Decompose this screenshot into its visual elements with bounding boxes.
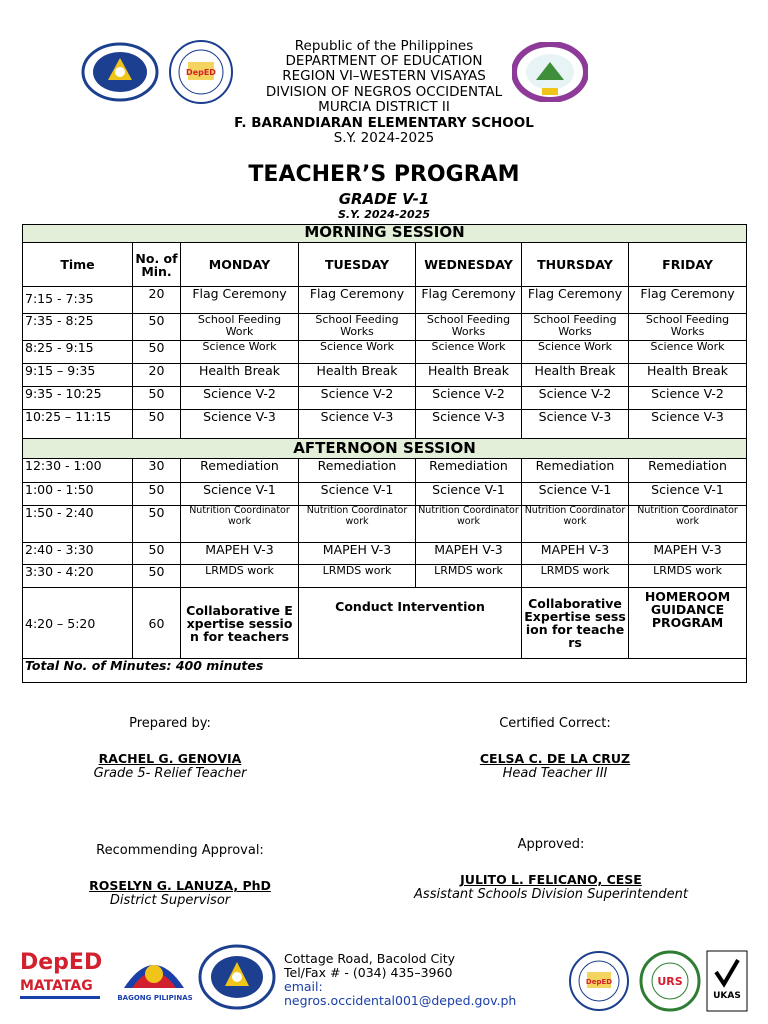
footer-email-label: email:: [284, 979, 323, 994]
activity-cell: Remediation: [522, 459, 629, 483]
activity-cell: Science V-3: [181, 410, 299, 439]
deped-matatag-logo: [20, 950, 102, 1008]
time-cell: 8:25 - 9:15: [23, 341, 133, 364]
activity-cell: LRMDS work: [522, 565, 629, 588]
certified-label: Certified Correct:: [499, 716, 611, 731]
table-row: [23, 588, 747, 659]
activity-cell: Science V-1: [416, 483, 522, 506]
activity-cell: School Feeding Works: [522, 314, 629, 341]
ukas-cert-icon: [706, 950, 748, 1012]
prepared-role: Grade 5- Relief Teacher: [93, 766, 247, 781]
table-row: [23, 459, 747, 483]
time-cell: 7:35 - 8:25: [23, 314, 133, 341]
header-thursday: THURSDAY: [522, 243, 629, 287]
activity-cell: Science V-3: [416, 410, 522, 439]
minutes-cell: 50: [133, 314, 181, 341]
matatag-logo-text: MATATAG: [20, 978, 93, 994]
table-row: [23, 410, 747, 439]
approved-role: Assistant Schools Division Superintendent: [414, 887, 688, 902]
prepared-name: RACHEL G. GENOVIA: [98, 751, 242, 766]
morning-session-row: [23, 225, 747, 243]
activity-cell: School Feeding Works: [629, 314, 747, 341]
activity-cell: Science V-1: [181, 483, 299, 506]
table-row: [23, 387, 747, 410]
header-line-1: Republic of the Philippines: [294, 38, 474, 54]
activity-cell: Science V-2: [522, 387, 629, 410]
homeroom-guidance-cell: HOMEROOM GUIDANCE PROGRAM: [629, 588, 747, 659]
activity-cell: LRMDS work: [629, 565, 747, 588]
grade-title: GRADE V-1: [338, 190, 430, 208]
header-line-2: DEPARTMENT OF EDUCATION: [285, 53, 483, 69]
time-cell: 7:15 - 7:35: [23, 287, 133, 314]
activity-cell: Science Work: [416, 341, 522, 364]
time-cell: 9:15 – 9:35: [23, 364, 133, 387]
minutes-cell: 50: [133, 565, 181, 588]
activity-cell: Health Break: [181, 364, 299, 387]
table-row: [23, 287, 747, 314]
kagawaran-seal-icon: [198, 944, 276, 1010]
activity-cell: Flag Ceremony: [416, 287, 522, 314]
activity-cell: Science Work: [181, 341, 299, 364]
footer-email-link[interactable]: negros.occidental001@deped.gov.ph: [284, 993, 517, 1008]
activity-cell: Nutrition Coordinator work: [416, 506, 522, 543]
table-row: [23, 483, 747, 506]
table-header-row: [23, 243, 747, 287]
bagong-pilipinas-label: BAGONG PILIPINAS: [117, 994, 193, 1002]
footer-address: Cottage Road, Bacolod City: [284, 951, 456, 966]
activity-cell: Flag Ceremony: [629, 287, 747, 314]
activity-cell: Science V-2: [629, 387, 747, 410]
certified-block: [430, 716, 680, 781]
minutes-cell: 50: [133, 387, 181, 410]
table-row: [23, 314, 747, 341]
activity-cell: Science Work: [522, 341, 629, 364]
time-cell: 9:35 - 10:25: [23, 387, 133, 410]
activity-cell: Nutrition Coordinator work: [522, 506, 629, 543]
approved-name: JULITO L. FELICANO, CESE: [460, 872, 642, 887]
header-tuesday: TUESDAY: [299, 243, 416, 287]
activity-cell: MAPEH V-3: [299, 543, 416, 565]
activity-cell: Health Break: [299, 364, 416, 387]
school-name: F. BARANDIARAN ELEMENTARY SCHOOL: [234, 115, 534, 131]
activity-cell: Health Break: [416, 364, 522, 387]
activity-cell: LRMDS work: [181, 565, 299, 588]
recommending-block: [60, 843, 300, 908]
activity-cell: Remediation: [299, 459, 416, 483]
minutes-cell: 50: [133, 341, 181, 364]
activity-cell: Science Work: [629, 341, 747, 364]
activity-cell: Nutrition Coordinator work: [181, 506, 299, 543]
header-friday: FRIDAY: [629, 243, 747, 287]
time-cell: 12:30 - 1:00: [23, 459, 133, 483]
header-monday: MONDAY: [181, 243, 299, 287]
activity-cell: School Feeding Works: [416, 314, 522, 341]
conduct-intervention-cell: Conduct Intervention: [299, 588, 522, 659]
svg-text:DepED: DepED: [186, 68, 216, 77]
header-minutes: No. of Min.: [133, 243, 181, 287]
activity-cell: Science V-2: [416, 387, 522, 410]
total-minutes: Total No. of Minutes: 400 minutes: [23, 659, 747, 683]
urs-cert-icon: [636, 950, 704, 1012]
activity-cell: Science Work: [299, 341, 416, 364]
minutes-cell: 20: [133, 364, 181, 387]
recommending-name: ROSELYN G. LANUZA, PhD: [89, 878, 271, 893]
activity-cell: Science V-1: [299, 483, 416, 506]
division-seal-footer-icon: [566, 950, 632, 1012]
table-row: [23, 543, 747, 565]
ukas-label: UKAS: [713, 991, 741, 1001]
activity-cell: Science V-3: [629, 410, 747, 439]
time-cell: 1:50 - 2:40: [23, 506, 133, 543]
collaborative-monday-cell: Collaborative Expertise session for teachers: [181, 588, 299, 659]
recommending-role: District Supervisor: [109, 893, 231, 908]
activity-cell: MAPEH V-3: [416, 543, 522, 565]
activity-cell: Nutrition Coordinator work: [299, 506, 416, 543]
activity-cell: MAPEH V-3: [522, 543, 629, 565]
program-table: [22, 224, 747, 683]
approved-label: Approved:: [517, 837, 585, 852]
time-cell: 3:30 - 4:20: [23, 565, 133, 588]
activity-cell: LRMDS work: [416, 565, 522, 588]
total-row: [23, 659, 747, 683]
activity-cell: Science V-3: [522, 410, 629, 439]
certified-role: Head Teacher III: [502, 766, 608, 781]
afternoon-session-row: [23, 439, 747, 459]
morning-session-label: MORNING SESSION: [23, 225, 747, 243]
minutes-cell: 50: [133, 543, 181, 565]
header-wednesday: WEDNESDAY: [416, 243, 522, 287]
header-line-3: REGION VI–WESTERN VISAYAS: [282, 68, 486, 84]
activity-cell: Science V-3: [299, 410, 416, 439]
page-title: TEACHER’S PROGRAM: [248, 162, 520, 187]
svg-text:DepED: DepED: [585, 978, 613, 986]
matatag-underline: [20, 996, 100, 999]
time-cell: 4:20 – 5:20: [23, 588, 133, 659]
activity-cell: School Feeding Work: [181, 314, 299, 341]
activity-cell: LRMDS work: [299, 565, 416, 588]
activity-cell: School Feeding Works: [299, 314, 416, 341]
header-sy: S.Y. 2024-2025: [333, 130, 435, 146]
title-sy: S.Y. 2024-2025: [337, 208, 431, 221]
header-time: Time: [23, 243, 133, 287]
activity-cell: Remediation: [416, 459, 522, 483]
header-line-4: DIVISION OF NEGROS OCCIDENTAL: [265, 84, 503, 100]
minutes-cell: 50: [133, 483, 181, 506]
activity-cell: Nutrition Coordinator work: [629, 506, 747, 543]
recommending-label: Recommending Approval:: [96, 843, 264, 858]
bagong-pilipinas-icon: [120, 948, 188, 994]
activity-cell: Science V-2: [181, 387, 299, 410]
minutes-cell: 30: [133, 459, 181, 483]
minutes-cell: 50: [133, 506, 181, 543]
activity-cell: Science V-1: [629, 483, 747, 506]
activity-cell: Remediation: [629, 459, 747, 483]
activity-cell: Flag Ceremony: [181, 287, 299, 314]
time-cell: 10:25 – 11:15: [23, 410, 133, 439]
afternoon-session-label: AFTERNOON SESSION: [23, 439, 747, 459]
table-row: [23, 506, 747, 543]
minutes-cell: 60: [133, 588, 181, 659]
certified-name: CELSA C. DE LA CRUZ: [479, 751, 631, 766]
table-row: [23, 364, 747, 387]
activity-cell: Flag Ceremony: [522, 287, 629, 314]
minutes-cell: 20: [133, 287, 181, 314]
time-cell: 2:40 - 3:30: [23, 543, 133, 565]
activity-cell: MAPEH V-3: [181, 543, 299, 565]
activity-cell: Science V-1: [522, 483, 629, 506]
table-row: [23, 565, 747, 588]
activity-cell: MAPEH V-3: [629, 543, 747, 565]
deped-logo-text: DepED: [20, 950, 103, 975]
activity-cell: Health Break: [522, 364, 629, 387]
activity-cell: Remediation: [181, 459, 299, 483]
activity-cell: Flag Ceremony: [299, 287, 416, 314]
footer-telfax: Tel/Fax # - (034) 435–3960: [284, 965, 453, 980]
time-cell: 1:00 - 1:50: [23, 483, 133, 506]
collaborative-thursday-cell: Collaborative Expertise session for teachers: [522, 588, 629, 659]
table-row: [23, 341, 747, 364]
approved-block: [390, 837, 712, 902]
urs-label: URS: [657, 975, 683, 988]
activity-cell: Health Break: [629, 364, 747, 387]
activity-cell: Science V-2: [299, 387, 416, 410]
prepared-block: [70, 716, 270, 781]
minutes-cell: 50: [133, 410, 181, 439]
prepared-label: Prepared by:: [129, 716, 211, 731]
header-line-5: MURCIA DISTRICT II: [318, 99, 450, 115]
